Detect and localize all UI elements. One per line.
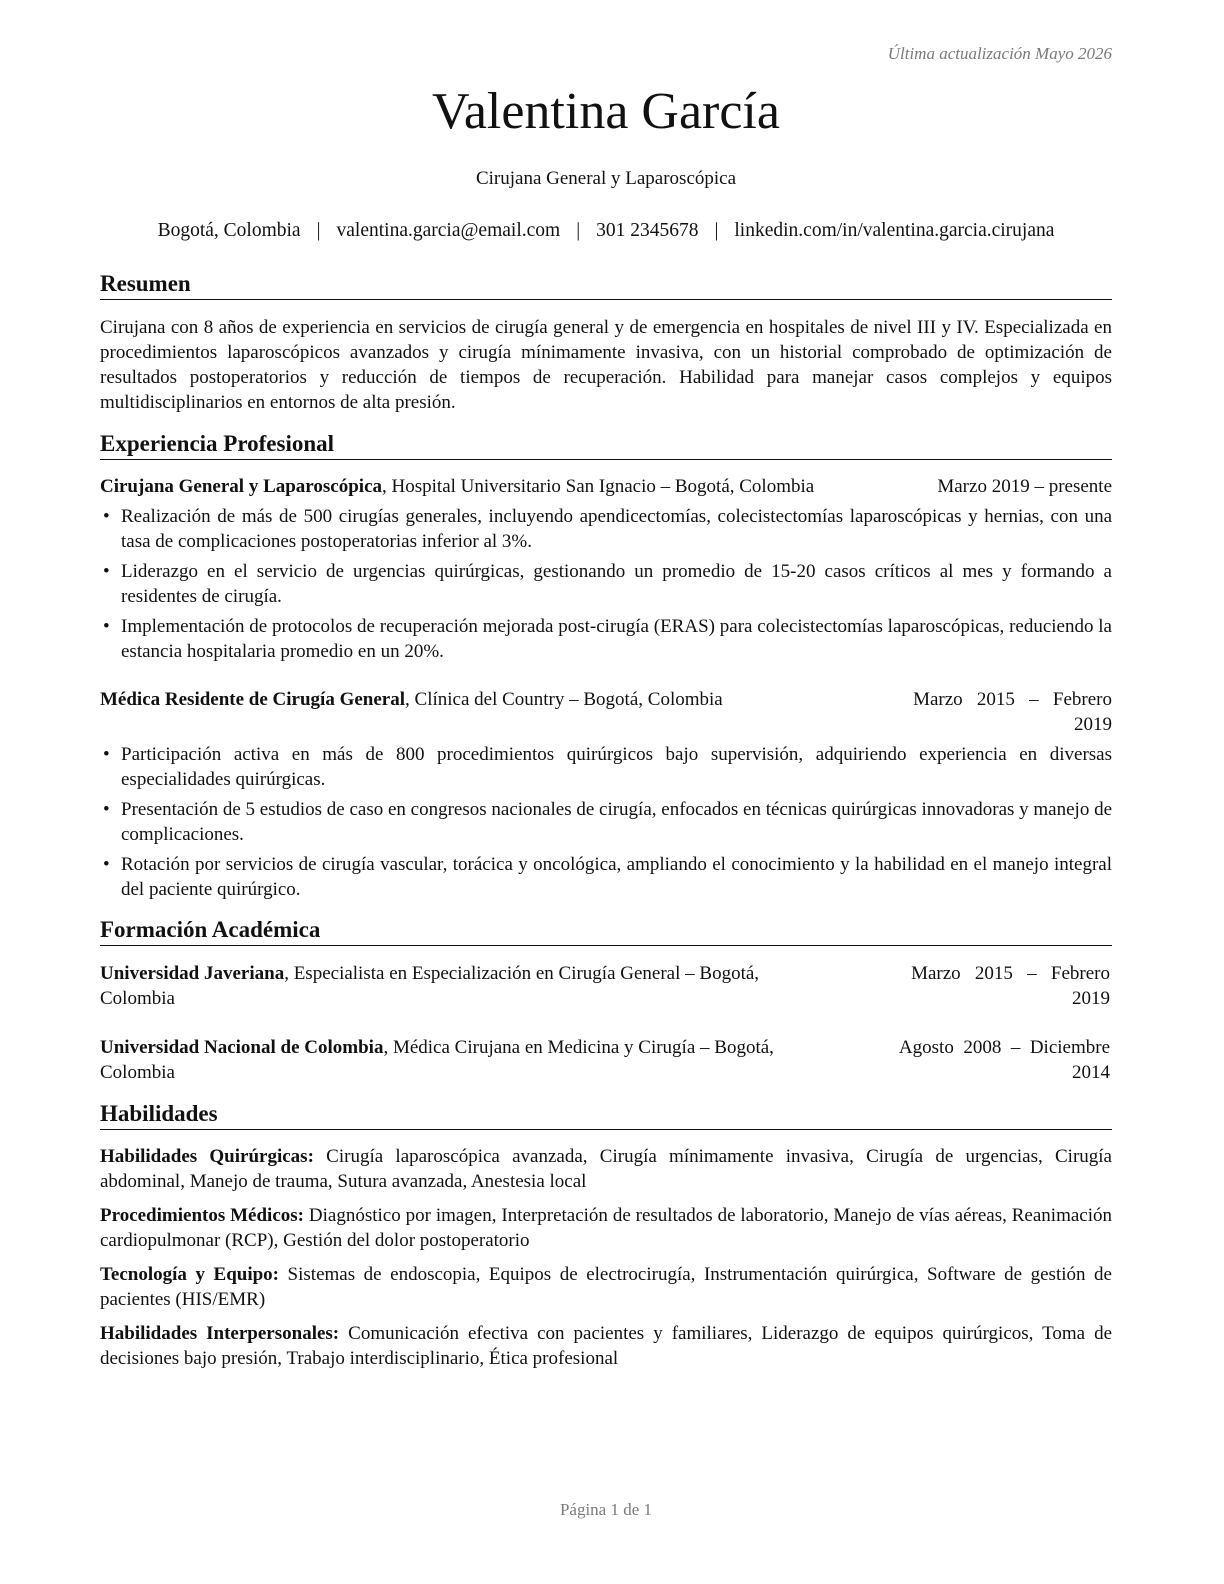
skill-group [100, 1203, 1112, 1253]
job-header [100, 687, 1112, 735]
candidate-role: Cirujana General y Laparoscópica [475, 168, 737, 189]
contact-separator: | [714, 220, 719, 241]
education-program: , Especialista en Especialización en Cirugía General – Bogotá, [284, 963, 760, 984]
job-dates-line2: 2019 [1074, 714, 1112, 735]
skill-text: Diagnóstico por imagen, Interpretación de resultados de laboratorio, Manejo de vías aéreas, Reanimación cardiopulmonar (RCP), Gestión del dolor postoperatorio [100, 1205, 1112, 1251]
bullet-icon: • [103, 854, 110, 875]
education-item [100, 961, 1112, 1011]
contact-linkedin[interactable]: linkedin.com/in/valentina.garcia.cirujana [734, 220, 1055, 241]
summary-text: Cirujana con 8 años de experiencia en servicios de cirugía general y de emergencia en hospitales de nivel III y IV. Especializada en procedimientos laparoscópicos avanzados y cirugía mínimamente invasiva, con un historial comprobado de optimización de resultados postoperatorios y reducción de tiempos de recuperación. Habilidad para manejar casos complejos y equipos multidisciplinarios en entornos de alta presión. [100, 317, 1112, 413]
skill-text: Comunicación efectiva con pacientes y familiares, Liderazgo de equipos quirúrgicos, Toma de decisiones bajo presión, Trabajo interdisciplinario, Ética profesional [100, 1323, 1113, 1369]
skill-label: Habilidades Interpersonales: [100, 1323, 340, 1344]
education-item [100, 1035, 1112, 1085]
education-dates-line2: 2019 [1072, 988, 1110, 1009]
list-item [100, 559, 1112, 609]
education-dates-line2: 2014 [1072, 1062, 1110, 1083]
education-dates-line1: Marzo 2015 – Febrero [911, 963, 1110, 984]
skill-label: Tecnología y Equipo: [100, 1264, 279, 1285]
education-institution: Universidad Nacional de Colombia [100, 1037, 384, 1058]
list-item [100, 742, 1112, 792]
education-dates-line1: Agosto 2008 – Diciembre [898, 1037, 1110, 1058]
skill-group [100, 1262, 1112, 1312]
skill-group [100, 1144, 1112, 1194]
contact-location: Bogotá, Colombia [157, 220, 301, 241]
contact-phone[interactable]: 301 2345678 [596, 220, 699, 241]
education-dates [878, 1035, 1110, 1085]
page-number: Página 1 de 1 [559, 1500, 653, 1519]
bullet-text: Rotación por servicios de cirugía vascular, torácica y oncológica, ampliando el conocimiento y la habilidad en el manejo integral del paciente quirúrgico. [121, 854, 1112, 900]
skill-text: Sistemas de endoscopia, Equipos de electrocirugía, Instrumentación quirúrgica, Software de gestión de pacientes (HIS/EMR) [100, 1264, 1112, 1310]
contact-email[interactable]: valentina.garcia@email.com [336, 220, 561, 241]
skill-group [100, 1321, 1112, 1371]
section-title-experience: Experiencia Profesional [100, 430, 1112, 460]
bullet-icon: • [103, 799, 110, 820]
resume-page [100, 0, 1112, 1584]
job-place: , Clínica del Country – Bogotá, Colombia [405, 689, 723, 710]
bullet-text: Implementación de protocolos de recuperación mejorada post-cirugía (ERAS) para colecistectomías laparoscópicas, reduciendo la estancia hospitalaria promedio en un 20%. [121, 616, 1112, 662]
job-dates: Marzo 2019 – presente [937, 476, 1112, 497]
job-dates-line1: Marzo 2015 – Febrero [913, 689, 1112, 710]
education-dates [878, 961, 1110, 1011]
job-bullets [100, 742, 1112, 907]
bullet-text: Presentación de 5 estudios de caso en congresos nacionales de cirugía, enfocados en técnicas quirúrgicas innovadoras y manejo de complicaciones. [121, 799, 1113, 845]
education-detail [100, 961, 878, 1011]
list-item [100, 797, 1112, 847]
contact-separator: | [316, 220, 321, 241]
skill-text: Cirugía laparoscópica avanzada, Cirugía mínimamente invasiva, Cirugía de urgencias, Cirugía abdominal, Manejo de trauma, Sutura avanzada, Anestesia local [100, 1146, 1112, 1192]
contact-separator: | [576, 220, 581, 241]
section-title-skills: Habilidades [100, 1100, 1112, 1130]
job-bullets [100, 504, 1112, 669]
skill-label: Habilidades Quirúrgicas: [100, 1146, 314, 1167]
education-location: Colombia [100, 1062, 175, 1083]
list-item [100, 614, 1112, 664]
job-header [100, 474, 1112, 499]
list-item [100, 852, 1112, 902]
list-item [100, 504, 1112, 554]
job-position: Médica Residente de Cirugía General [100, 689, 406, 710]
skill-label: Procedimientos Médicos: [100, 1205, 304, 1226]
job-position: Cirujana General y Laparoscópica [100, 476, 383, 497]
bullet-text: Realización de más de 500 cirugías generales, incluyendo apendicectomías, colecistectomías laparoscópicas y hernias, con una tasa de complicaciones postoperatorias inferior al 3%. [121, 506, 1112, 552]
bullet-icon: • [103, 506, 110, 527]
job-place: , Hospital Universitario San Ignacio – Bogotá, Colombia [382, 476, 815, 497]
education-location: Colombia [100, 988, 175, 1009]
contact-line [90, 220, 1122, 242]
bullet-text: Liderazgo en el servicio de urgencias quirúrgicas, gestionando un promedio de 15-20 casos críticos al mes y formando a residentes de cirugía. [121, 561, 1112, 607]
last-updated: Última actualización Mayo 2026 [887, 44, 1112, 63]
education-detail [100, 1035, 878, 1085]
section-title-summary: Resumen [100, 270, 1112, 300]
education-institution: Universidad Javeriana [100, 963, 285, 984]
bullet-text: Participación activa en más de 800 procedimientos quirúrgicos bajo supervisión, adquiriendo experiencia en diversas especialidades quirúrgicas. [121, 744, 1112, 790]
candidate-name: Valentina García [432, 83, 780, 140]
bullet-icon: • [103, 616, 110, 637]
bullet-icon: • [103, 561, 110, 582]
job-dates [913, 687, 1112, 737]
education-program: , Médica Cirujana en Medicina y Cirugía – Bogotá, [383, 1037, 774, 1058]
section-title-education: Formación Académica [100, 916, 1112, 946]
bullet-icon: • [103, 744, 110, 765]
